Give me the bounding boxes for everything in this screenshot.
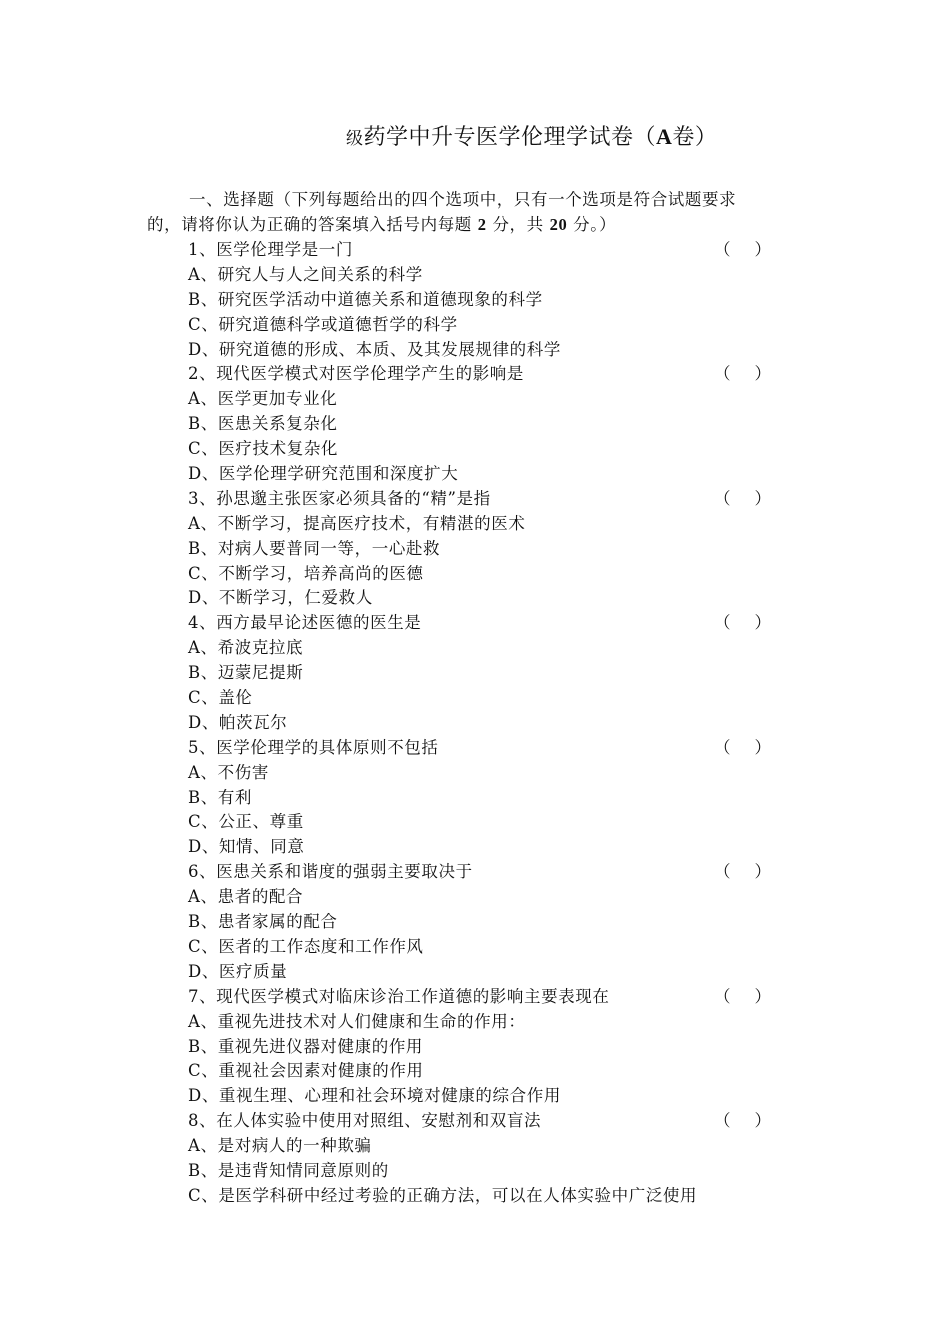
question-text: 1、医学伦理学是一门 — [188, 240, 353, 259]
option-item: D、医疗质量 — [188, 961, 288, 981]
option-item: B、患者家属的配合 — [188, 912, 338, 932]
option-item: A、是对病人的一种欺骗 — [188, 1136, 372, 1156]
option-item: A、不断学习，提高医疗技术，有精湛的医术 — [188, 513, 526, 533]
question-text: 3、孙思邈主张医家必须具备的“精”是指 — [188, 488, 491, 508]
points-total: 20 — [549, 214, 568, 234]
option-item: A、医学更加专业化 — [188, 389, 338, 409]
question-text: 6、医患关系和谐度的强弱主要取决于 — [188, 862, 473, 882]
question-stem — [188, 238, 788, 263]
question-stem — [188, 611, 788, 636]
answer-blank: （ ） — [714, 862, 772, 882]
question-stem — [188, 736, 788, 761]
answer-blank: （ ） — [714, 986, 772, 1006]
option-item: B、有利 — [188, 787, 253, 807]
title-bold-letter: A — [656, 124, 673, 149]
option-item: C、是医学科研中经过考验的正确方法，可以在人体实验中广泛使用 — [188, 1185, 698, 1205]
answer-blank: （ ） — [714, 737, 772, 757]
answer-blank: （ ） — [714, 488, 772, 508]
option-item: C、重视社会因素对健康的作用 — [188, 1061, 424, 1081]
option-item: B、对病人要普同一等，一心赴救 — [188, 538, 441, 558]
option-item: D、重视生理、心理和社会环境对健康的综合作用 — [188, 1086, 561, 1106]
answer-blank: （ ） — [714, 240, 772, 259]
option-item: C、公正、尊重 — [188, 812, 304, 832]
option-item: C、盖伦 — [188, 688, 253, 708]
answer-blank: （ ） — [714, 364, 772, 384]
title-text-b: 卷） — [672, 125, 718, 150]
option-item: B、重视先进仪器对健康的作用 — [188, 1036, 424, 1056]
option-item: C、研究道德科学或道德哲学的科学 — [188, 314, 458, 334]
option-item: A、重视先进技术对人们健康和生命的作用： — [188, 1011, 526, 1031]
answer-blank: （ ） — [714, 1111, 772, 1131]
question-list — [188, 238, 788, 1209]
instructions-line-1: 一、选择题（下列每题给出的四个选项中，只有一个选项是符合试题要求 — [189, 190, 737, 209]
option-item: A、不伤害 — [188, 762, 269, 782]
option-item: B、研究医学活动中道德关系和道德现象的科学 — [188, 289, 543, 309]
instructions-text-a: 的，请将你认为正确的答案填入括号内每题 — [147, 214, 478, 234]
option-item: C、医疗技术复杂化 — [188, 439, 339, 459]
instructions-text-b: 分，共 — [486, 214, 550, 234]
question-stem — [188, 860, 788, 885]
option-item: D、研究道德的形成、本质、及其发展规律的科学 — [188, 339, 561, 359]
question-stem — [188, 985, 788, 1010]
question-stem — [188, 362, 788, 387]
option-item: B、医患关系复杂化 — [188, 414, 338, 434]
question-text: 8、在人体实验中使用对照组、安慰剂和双盲法 — [188, 1111, 542, 1131]
question-stem — [188, 487, 788, 512]
option-item: D、帕茨瓦尔 — [188, 712, 288, 732]
option-item: D、不断学习，仁爱救人 — [188, 588, 373, 608]
option-item: A、希波克拉底 — [188, 638, 304, 658]
option-item: D、知情、同意 — [188, 837, 305, 857]
option-item: A、患者的配合 — [188, 887, 304, 907]
instructions-line-2 — [147, 213, 817, 238]
question-text: 2、现代医学模式对医学伦理学产生的影响是 — [188, 364, 524, 384]
option-item: A、研究人与人之间关系的科学 — [188, 264, 423, 284]
question-text: 5、医学伦理学的具体原则不包括 — [188, 737, 439, 757]
question-text: 7、现代医学模式对临床诊治工作道德的影响主要表现在 — [188, 986, 610, 1006]
instructions-text-c: 分。） — [567, 214, 617, 234]
exam-title — [346, 122, 717, 154]
points-each: 2 — [477, 214, 487, 234]
title-text-a: 药学中升专医学伦理学试卷（ — [363, 125, 657, 150]
section-instructions — [147, 188, 817, 238]
title-prefix: 级 — [346, 129, 364, 149]
option-item: D、医学伦理学研究范围和深度扩大 — [188, 464, 459, 484]
option-item: B、是违背知情同意原则的 — [188, 1160, 389, 1180]
option-item: C、不断学习，培养高尚的医德 — [188, 563, 424, 583]
option-item: C、医者的工作态度和工作作风 — [188, 936, 424, 956]
question-stem — [188, 1109, 788, 1134]
answer-blank: （ ） — [714, 613, 772, 633]
question-text: 4、西方最早论述医德的医生是 — [188, 613, 422, 633]
option-item: B、迈蒙尼提斯 — [188, 663, 304, 683]
